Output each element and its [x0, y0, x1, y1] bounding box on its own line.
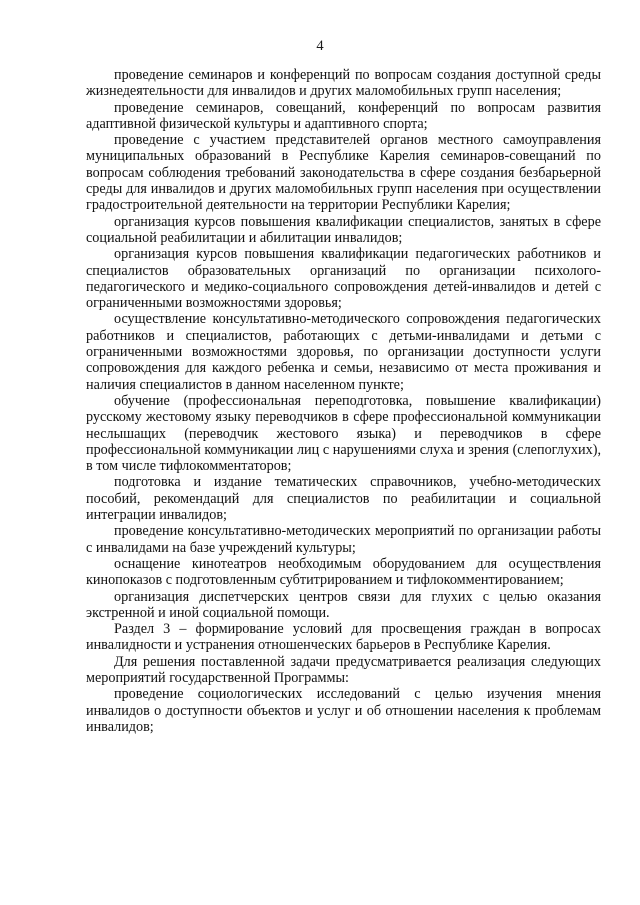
- paragraph: проведение социологических исследований с целью изучения мнения инвалидов о доступности объектов и услуг и об отношении населения к проблемам инвалидов;: [86, 686, 601, 735]
- paragraph: обучение (профессиональная переподготовка, повышение квалификации) русскому жестовому языку переводчиков в сфере профессиональной коммуникации неслышащих (переводчик жестового языка) и переводчиков в сфере профессиональной коммуникации лиц с нарушениями слуха и зрения (слепоглухих), в том числе тифлокомментаторов;: [86, 392, 601, 475]
- paragraph: проведение семинаров и конференций по вопросам создания доступной среды жизнедеятельности для инвалидов и других маломобильных групп населения;: [86, 67, 601, 100]
- paragraph: проведение консультативно-методических мероприятий по организации работы с инвалидами на базе учреждений культуры;: [86, 523, 601, 556]
- document-body: [86, 67, 601, 735]
- paragraph: организация курсов повышения квалификации педагогических работников и специалистов образовательных организаций по организации психолого-педагогического и медико-социального сопровождения детей-инвалидов и детей с ограниченными возможностями здоровья;: [86, 246, 601, 312]
- paragraph: организация диспетчерских центров связи для глухих с целью оказания экстренной и иной социальной помощи.: [86, 588, 601, 621]
- section-heading-paragraph: Раздел 3 – формирование условий для просвещения граждан в вопросах инвалидности и устранения отношенческих барьеров в Республике Карелия.: [86, 621, 601, 654]
- paragraph: подготовка и издание тематических справочников, учебно-методических пособий, рекомендаций для специалистов по реабилитации и социальной интеграции инвалидов;: [86, 474, 601, 524]
- paragraph: осуществление консультативно-методического сопровождения педагогических работников и специалистов, работающих с детьми-инвалидами и детьми с ограниченными возможностями здоровья, по организации доступности услуги сопровождения для каждого ребенка и семьи, независимо от места проживания и наличия специалистов в данном населенном пункте;: [86, 311, 601, 393]
- paragraph: проведение семинаров, совещаний, конференций по вопросам развития адаптивной физической культуры и адаптивного спорта;: [86, 99, 601, 132]
- paragraph: организация курсов повышения квалификации специалистов, занятых в сфере социальной реабилитации и абилитации инвалидов;: [86, 213, 601, 246]
- paragraph: Для решения поставленной задачи предусматривается реализация следующих мероприятий государственной Программы:: [86, 653, 601, 686]
- paragraph: проведение с участием представителей органов местного самоуправления муниципальных образований в Республике Карелия семинаров-совещаний по вопросам соблюдения требований законодательства в сфере создания безбарьерной среды для инвалидов и других маломобильных групп населения при осуществлении градостроительной деятельности на территории Республики Карелия;: [86, 132, 601, 214]
- page-number: 4: [316, 38, 324, 54]
- paragraph: оснащение кинотеатров необходимым оборудованием для осуществления кинопоказов с подготовленным субтитрированием и тифлокомментированием;: [86, 555, 601, 589]
